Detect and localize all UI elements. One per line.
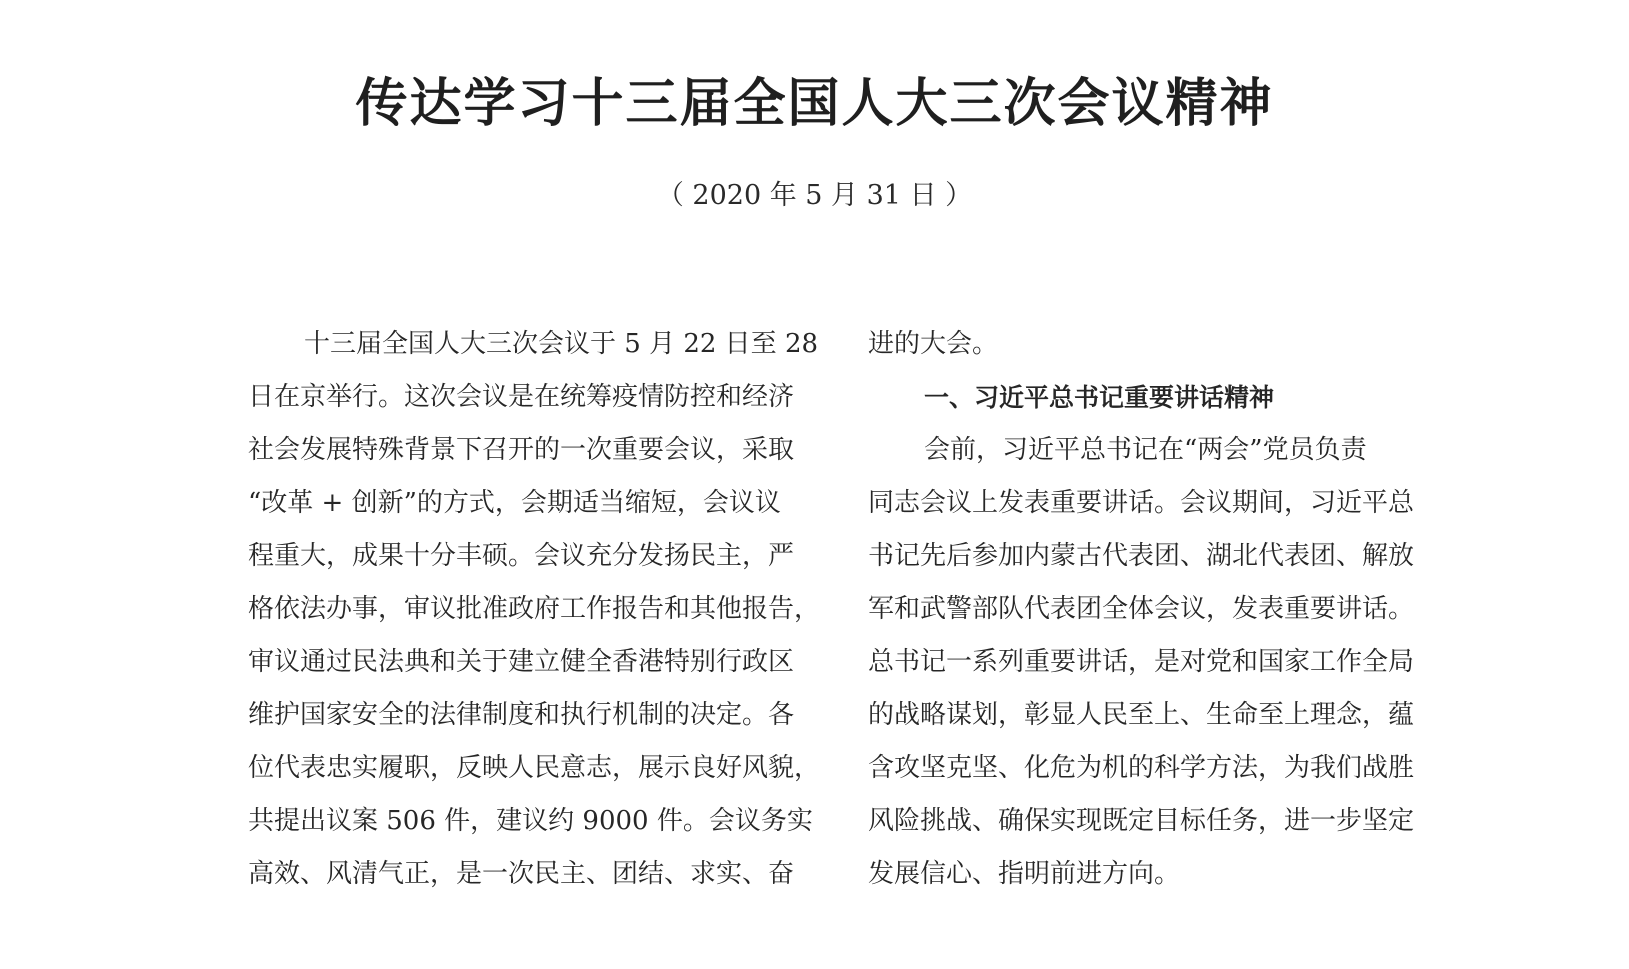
paragraph-line: 十三届全国人大三次会议于 5 月 22 日至 28 xyxy=(304,329,819,359)
paragraph-line: 总书记一系列重要讲话，是对党和国家工作全局 xyxy=(868,647,1415,677)
section-heading: 一、习近平总书记重要讲话精神 xyxy=(924,383,1275,412)
paragraph-line: 书记先后参加内蒙古代表团、湖北代表团、解放 xyxy=(868,541,1415,571)
paragraph-line: 同志会议上发表重要讲话。会议期间，习近平总 xyxy=(868,488,1415,518)
paragraph-line: 位代表忠实履职，反映人民意志，展示良好风貌， xyxy=(248,753,821,783)
paragraph-line: 进的大会。 xyxy=(868,329,999,359)
document-title: 传达学习十三届全国人大三次会议精神 xyxy=(355,73,1274,134)
paragraph-line: 审议通过民法典和关于建立健全香港特别行政区 xyxy=(248,647,795,677)
paragraph-line: 社会发展特殊背景下召开的一次重要会议，采取 xyxy=(248,435,795,465)
paragraph-line: 风险挑战、确保实现既定目标任务，进一步坚定 xyxy=(868,806,1415,836)
paragraph-line: 的战略谋划，彰显人民至上、生命至上理念，蕴 xyxy=(868,700,1415,730)
document-date: （ 2020 年 5 月 31 日 ） xyxy=(656,180,973,211)
left-column xyxy=(248,318,821,901)
paragraph-line: 高效、风清气正，是一次民主、团结、求实、奋 xyxy=(248,859,795,889)
paragraph-line: “改革 + 创新”的方式，会期适当缩短，会议议 xyxy=(248,488,781,518)
paragraph-line: 维护国家安全的法律制度和执行机制的决定。各 xyxy=(248,700,795,730)
paragraph-line: 会前，习近平总书记在“两会”党员负责 xyxy=(924,435,1367,465)
paragraph-line: 含攻坚克坚、化危为机的科学方法，为我们战胜 xyxy=(868,753,1415,783)
paragraph-line: 军和武警部队代表团全体会议，发表重要讲话。 xyxy=(868,594,1415,624)
paragraph-line: 日在京举行。这次会议是在统筹疫情防控和经济 xyxy=(248,382,795,412)
paragraph-line: 发展信心、指明前进方向。 xyxy=(868,859,1181,889)
right-column xyxy=(868,318,1428,901)
paragraph-line: 共提出议案 506 件，建议约 9000 件。会议务实 xyxy=(248,806,813,836)
paragraph-line: 程重大，成果十分丰硕。会议充分发扬民主，严 xyxy=(248,541,795,571)
paragraph-line: 格依法办事，审议批准政府工作报告和其他报告， xyxy=(248,594,821,624)
